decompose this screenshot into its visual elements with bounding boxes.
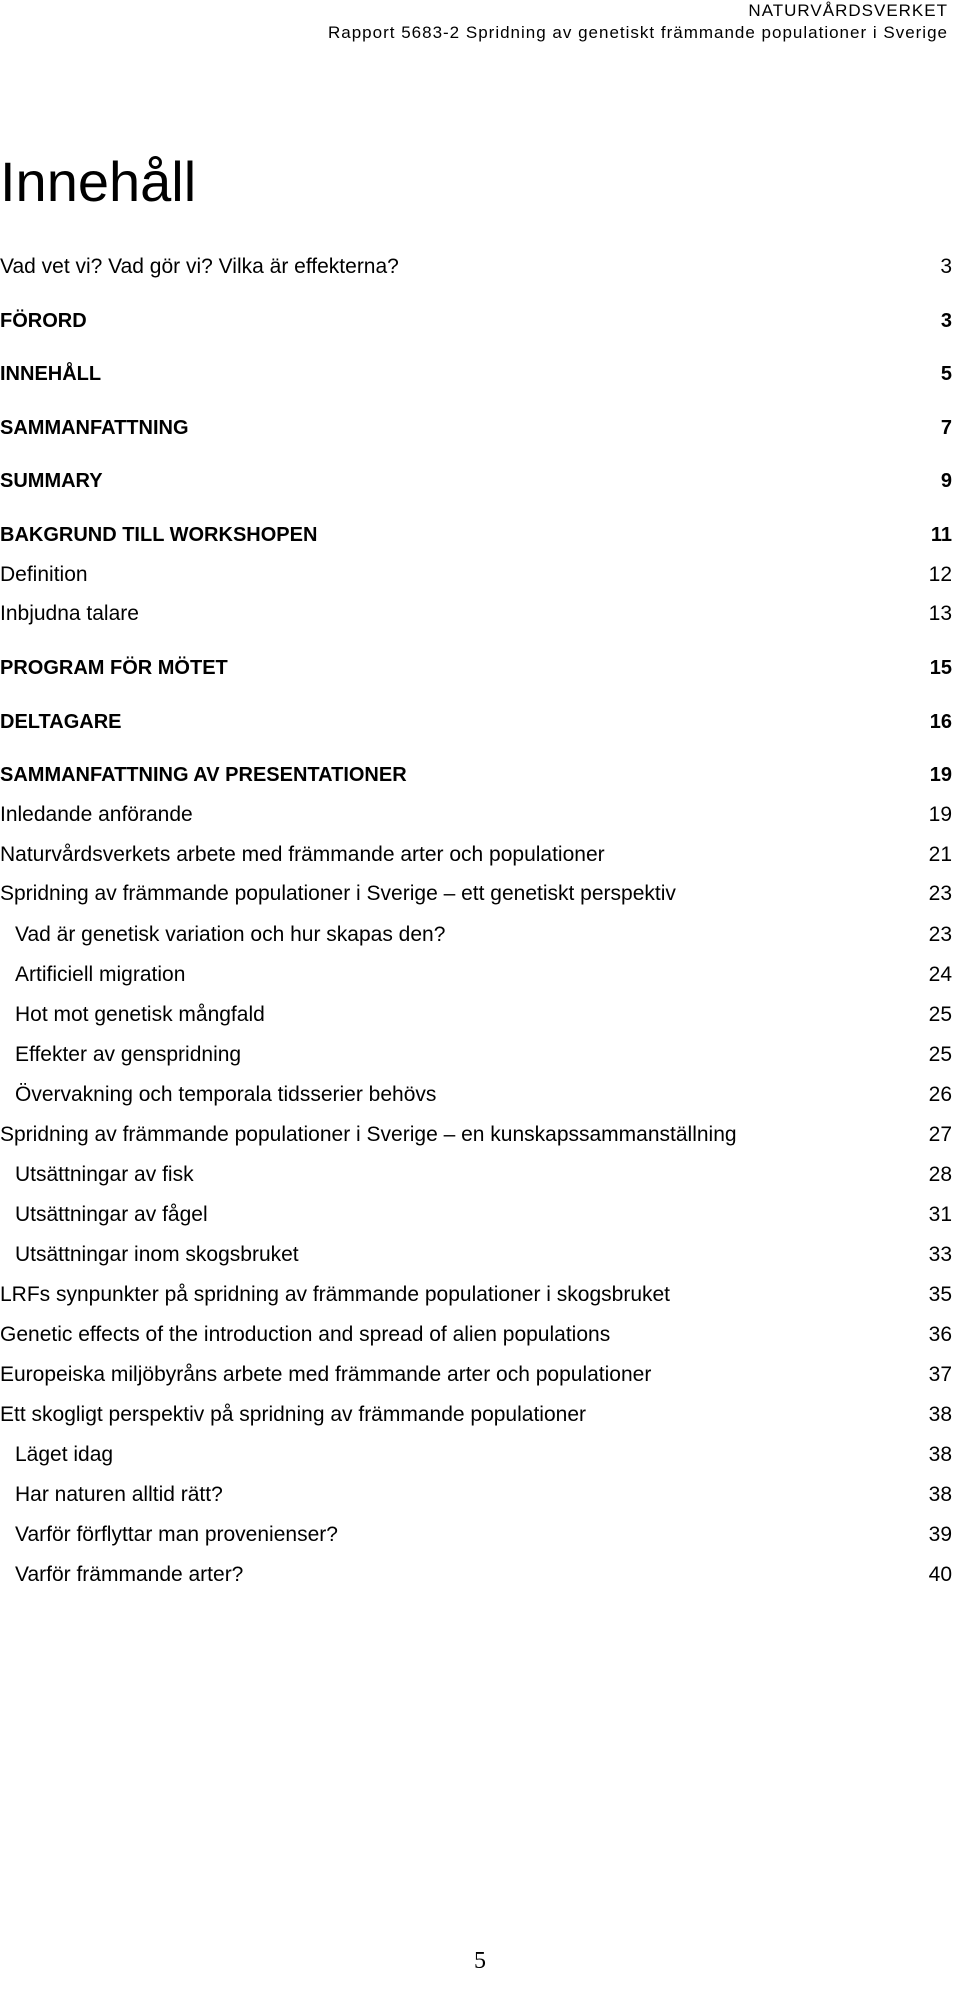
toc-entry-label: Artificiell migration (15, 963, 186, 986)
toc-entry-label: PROGRAM FÖR MÖTET (0, 657, 228, 679)
page-number: 5 (474, 1948, 486, 1974)
toc-entry[interactable] (0, 1320, 952, 1350)
toc-entry-page: 19 (928, 803, 952, 826)
toc-entry-label: Effekter av genspridning (15, 1043, 242, 1066)
toc-entry-label: Europeiska miljöbyråns arbete med främmande arter och populationer (0, 1363, 652, 1386)
toc-entry-page: 25 (928, 1043, 952, 1066)
toc-entry-label: Ett skogligt perspektiv på spridning av främmande populationer (0, 1403, 586, 1426)
header-report: Rapport 5683-2 Spridning av genetiskt främmande populationer i Sverige (328, 23, 948, 42)
toc-entry-page: 31 (928, 1203, 952, 1226)
toc-entry-page: 11 (930, 524, 952, 546)
toc-entry-page: 36 (928, 1323, 952, 1346)
page-title: Innehåll (0, 150, 197, 213)
toc-entry-label: BAKGRUND TILL WORKSHOPEN (0, 524, 318, 546)
toc-entry-page: 3 (940, 310, 952, 332)
toc-entry[interactable] (0, 252, 952, 282)
toc-entry-label: Utsättningar av fågel (15, 1203, 208, 1226)
toc-entry[interactable] (0, 359, 952, 389)
toc-entry[interactable] (0, 707, 952, 737)
toc-entry-label: Hot mot genetisk mångfald (15, 1003, 265, 1026)
toc-entry[interactable] (0, 653, 952, 683)
toc-entry-label: Spridning av främmande populationer i Sverige – en kunskapssammanställning (0, 1123, 737, 1146)
toc-entry-page: 23 (928, 923, 952, 946)
toc-entry[interactable] (0, 879, 952, 909)
toc-entry-page: 37 (928, 1363, 952, 1386)
toc-entry[interactable] (0, 1120, 952, 1150)
toc-entry-label: Övervakning och temporala tidsserier behövs (15, 1083, 437, 1106)
toc-entry-label: Utsättningar inom skogsbruket (15, 1243, 299, 1266)
toc-entry[interactable] (0, 306, 952, 336)
toc-entry-page: 28 (928, 1163, 952, 1186)
toc-entry-label: INNEHÅLL (0, 363, 102, 385)
toc-entry[interactable] (0, 1360, 952, 1390)
toc-entry-page: 39 (928, 1523, 952, 1546)
toc-entry[interactable] (0, 1400, 952, 1430)
toc-entry-page: 5 (940, 363, 952, 385)
toc-entry[interactable] (0, 1080, 952, 1110)
toc-entry-page: 19 (929, 764, 952, 786)
toc-entry-label: Definition (0, 563, 88, 586)
toc-entry[interactable] (0, 560, 952, 590)
toc-entry[interactable] (0, 840, 952, 870)
header-org: NATURVÅRDSVERKET (748, 1, 948, 20)
toc-entry-page: 27 (928, 1123, 952, 1146)
toc-entry-label: LRFs synpunkter på spridning av främmande populationer i skogsbruket (0, 1283, 671, 1306)
toc-entry[interactable] (0, 1240, 952, 1270)
running-header (328, 0, 948, 44)
toc-entry-label: SAMMANFATTNING AV PRESENTATIONER (0, 764, 407, 786)
toc-entry-label: Varför förflyttar man provenienser? (15, 1523, 338, 1546)
toc-entry-page: 38 (928, 1403, 952, 1426)
toc-entry-page: 26 (928, 1083, 952, 1106)
toc-entry-label: FÖRORD (0, 310, 87, 332)
toc-entry-label: SUMMARY (0, 470, 103, 492)
toc-entry-label: Inbjudna talare (0, 602, 139, 625)
toc-entry-page: 24 (928, 963, 952, 986)
toc-entry[interactable] (0, 1000, 952, 1030)
toc-entry-label: Vad är genetisk variation och hur skapas den? (15, 923, 446, 946)
toc-entry-label: Varför främmande arter? (15, 1563, 244, 1586)
toc-entry-page: 33 (928, 1243, 952, 1266)
toc-entry[interactable] (0, 1440, 952, 1470)
toc-entry-label: Har naturen alltid rätt? (15, 1483, 223, 1506)
toc-entry-label: Vad vet vi? Vad gör vi? Vilka är effekterna? (0, 255, 399, 278)
toc-entry[interactable] (0, 1040, 952, 1070)
toc-entry[interactable] (0, 1160, 952, 1190)
toc-entry-page: 12 (928, 563, 952, 586)
toc-entry-label: Naturvårdsverkets arbete med främmande arter och populationer (0, 843, 605, 866)
toc-entry[interactable] (0, 1280, 952, 1310)
toc-entry-page: 35 (928, 1283, 952, 1306)
toc-entry-page: 16 (929, 711, 952, 733)
toc-entry-page: 25 (928, 1003, 952, 1026)
toc-entry[interactable] (0, 800, 952, 830)
toc-entry-label: Utsättningar av fisk (15, 1163, 194, 1186)
toc-entry-label: SAMMANFATTNING (0, 417, 189, 439)
toc-entry-page: 9 (940, 470, 952, 492)
toc-entry-label: Läget idag (15, 1443, 114, 1466)
toc-entry-label: Spridning av främmande populationer i Sverige – ett genetiskt perspektiv (0, 882, 676, 905)
toc-entry-page: 40 (928, 1563, 952, 1586)
toc-entry-page: 38 (928, 1443, 952, 1466)
toc-entry-page: 13 (928, 602, 952, 625)
toc-entry[interactable] (0, 520, 952, 550)
toc-entry-page: 21 (928, 843, 952, 866)
toc-entry-page: 23 (928, 882, 952, 905)
toc-entry[interactable] (0, 1480, 952, 1510)
toc-entry-label: DELTAGARE (0, 711, 122, 733)
toc-entry[interactable] (0, 413, 952, 443)
toc-entry[interactable] (0, 920, 952, 950)
toc-entry[interactable] (0, 599, 952, 629)
toc-entry[interactable] (0, 1200, 952, 1230)
toc-entry-label: Inledande anförande (0, 803, 193, 826)
toc-entry[interactable] (0, 466, 952, 496)
toc-entry-page: 7 (940, 417, 952, 439)
toc-entry-page: 3 (940, 255, 952, 278)
toc-entry-label: Genetic effects of the introduction and spread of alien populations (0, 1323, 611, 1346)
toc-entry[interactable] (0, 1520, 952, 1550)
toc-entry[interactable] (0, 760, 952, 790)
toc-entry[interactable] (0, 1560, 952, 1590)
toc-entry-page: 15 (929, 657, 952, 679)
toc-entry[interactable] (0, 960, 952, 990)
toc-entry-page: 38 (928, 1483, 952, 1506)
